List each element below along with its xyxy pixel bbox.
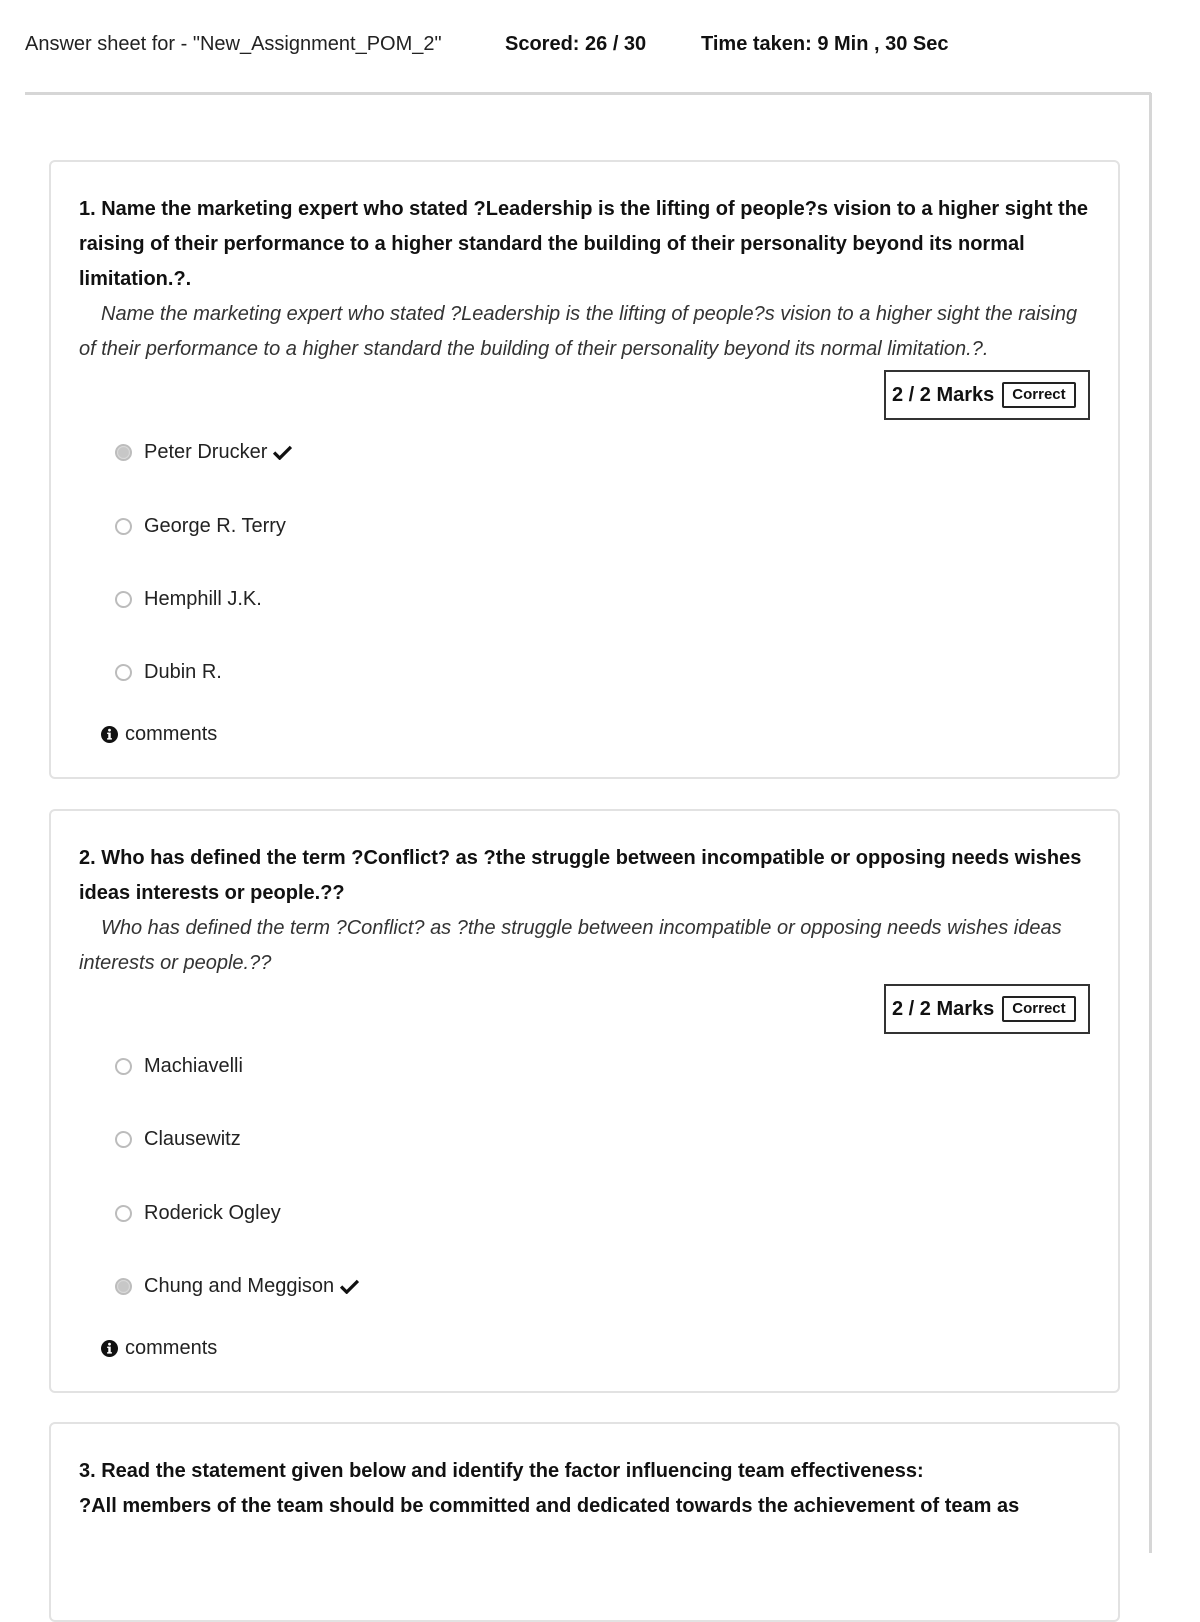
- marks-box: [884, 370, 1090, 420]
- answer-option[interactable]: [115, 659, 222, 685]
- radio-button[interactable]: [115, 1205, 132, 1222]
- info-icon: [101, 726, 118, 743]
- radio-button[interactable]: [115, 518, 132, 535]
- option-label: Dubin R.: [144, 660, 222, 683]
- time-taken: Time taken: 9 Min , 30 Sec: [701, 33, 949, 55]
- radio-button[interactable]: [115, 1058, 132, 1075]
- option-label: Peter Drucker: [144, 440, 268, 463]
- comments-label: comments: [125, 722, 218, 745]
- content-frame-top-border: [25, 92, 1151, 95]
- status-badge: Correct: [1002, 382, 1075, 408]
- answer-option[interactable]: [115, 1273, 359, 1299]
- question-card: [49, 160, 1120, 779]
- page-title: Answer sheet for - "New_Assignment_POM_2": [25, 33, 442, 55]
- radio-button-selected[interactable]: [115, 1278, 132, 1295]
- comments-link[interactable]: [101, 721, 217, 747]
- answer-option[interactable]: [115, 513, 286, 539]
- question-title-continued: ?All members of the team should be committed and dedicated towards the achievement of team as: [79, 1495, 1020, 1517]
- answer-option[interactable]: [115, 1053, 243, 1079]
- option-label: Chung and Meggison: [144, 1274, 335, 1297]
- comments-link[interactable]: [101, 1335, 217, 1361]
- comments-label: comments: [125, 1336, 218, 1359]
- marks-value: 2 / 2 Marks: [892, 997, 995, 1020]
- answer-option[interactable]: [115, 1126, 241, 1152]
- radio-button[interactable]: [115, 591, 132, 608]
- question-description: Name the marketing expert who stated ?Leadership is the lifting of people?s vision to a higher sight the raising of their performance to a higher standard the building of their personality beyond its normal limitation.?.: [79, 303, 1078, 360]
- marks-value: 2 / 2 Marks: [892, 383, 995, 406]
- question-card: [49, 809, 1120, 1393]
- checkmark-icon: [273, 445, 292, 460]
- option-label: Roderick Ogley: [144, 1201, 281, 1224]
- status-badge: Correct: [1002, 996, 1075, 1022]
- radio-button-selected[interactable]: [115, 444, 132, 461]
- info-icon: [101, 1340, 118, 1357]
- option-label: Hemphill J.K.: [144, 587, 262, 610]
- question-title: 2. Who has defined the term ?Conflict? as ?the struggle between incompatible or opposing needs wishes ideas interests or people.??: [79, 847, 1082, 904]
- question-title: 3. Read the statement given below and identify the factor influencing team effectiveness:: [79, 1460, 924, 1482]
- option-label: Clausewitz: [144, 1127, 241, 1150]
- content-frame-right-border: [1149, 93, 1152, 1553]
- question-card: [49, 1422, 1120, 1622]
- question-title: 1. Name the marketing expert who stated ?Leadership is the lifting of people?s vision to a higher sight the raising of their performance to a higher standard the building of their personality beyond its normal limitation.?.: [79, 198, 1089, 290]
- marks-box: [884, 984, 1090, 1034]
- answer-option[interactable]: [115, 586, 262, 612]
- score-summary: Scored: 26 / 30: [505, 33, 647, 55]
- checkmark-icon: [340, 1279, 359, 1294]
- option-label: George R. Terry: [144, 514, 286, 537]
- question-description: Who has defined the term ?Conflict? as ?the struggle between incompatible or opposing needs wishes ideas interests or people.??: [79, 917, 1062, 974]
- answer-option[interactable]: [115, 1200, 281, 1226]
- radio-button[interactable]: [115, 1131, 132, 1148]
- radio-button[interactable]: [115, 664, 132, 681]
- answer-option[interactable]: [115, 439, 292, 465]
- option-label: Machiavelli: [144, 1054, 243, 1077]
